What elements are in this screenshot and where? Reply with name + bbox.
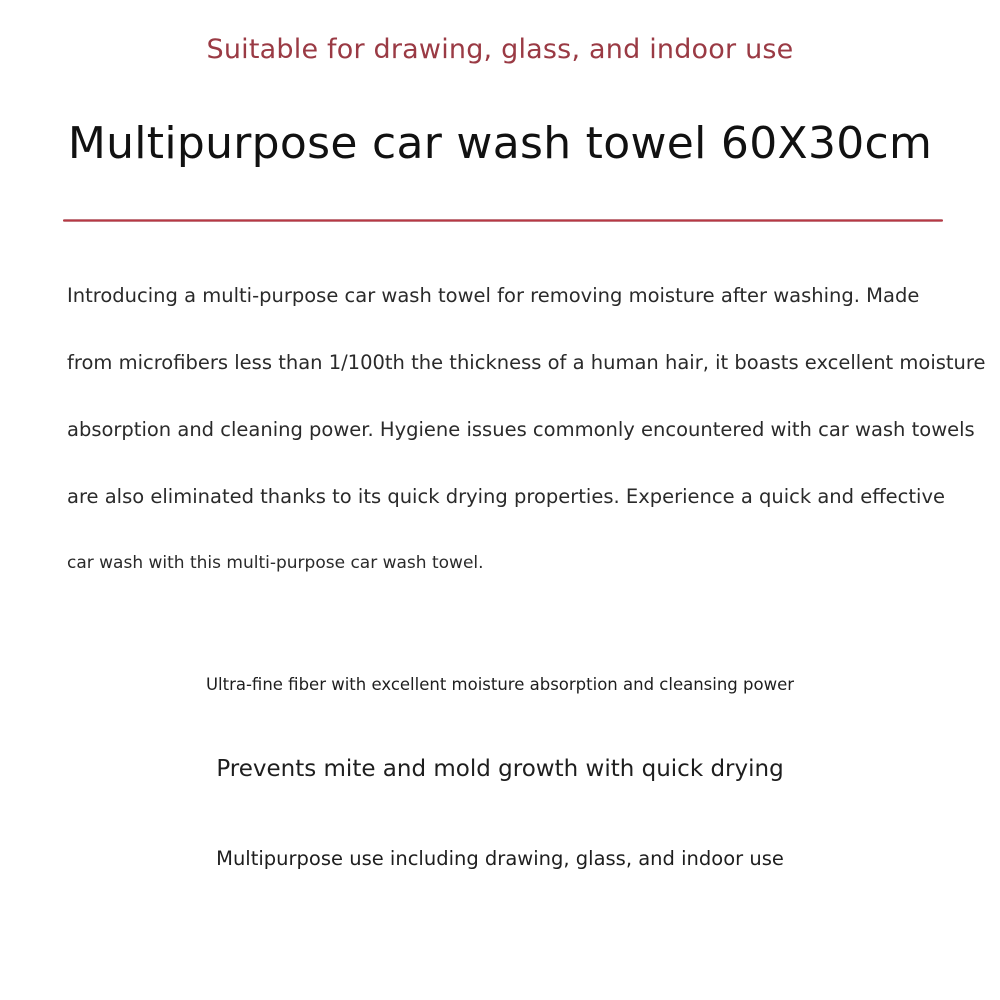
intro-line: from microfibers less than 1/100th the thickness of a human hair, it boasts excellent moisture (67, 351, 986, 374)
page-title: Multipurpose car wash towel 60X30cm (67, 118, 933, 169)
feature-item-multipurpose: Multipurpose use including drawing, glass, and indoor use (216, 847, 784, 870)
intro-line: car wash with this multi-purpose car wash towel. (67, 553, 484, 573)
intro-line: are also eliminated thanks to its quick drying properties. Experience a quick and effective (67, 485, 945, 508)
intro-line: Introducing a multi-purpose car wash towel for removing moisture after washing. Made (67, 284, 920, 307)
intro-paragraph (67, 262, 986, 597)
feature-item-fiber: Ultra-fine fiber with excellent moisture absorption and cleansing power (205, 675, 795, 694)
title-divider (63, 219, 943, 222)
intro-line: absorption and cleaning power. Hygiene issues commonly encountered with car wash towels (67, 418, 975, 441)
page-subtitle: Suitable for drawing, glass, and indoor use (206, 34, 794, 65)
feature-item-quick-drying: Prevents mite and mold growth with quick drying (216, 756, 784, 782)
